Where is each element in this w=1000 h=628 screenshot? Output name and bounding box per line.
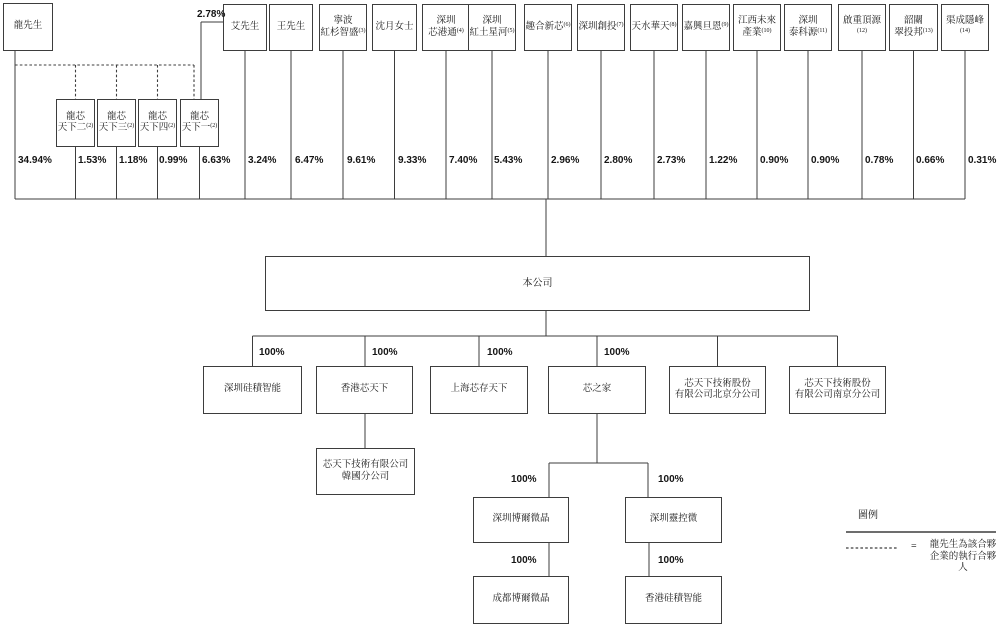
branch-box-korea (316, 448, 415, 495)
branch-name: 有限公司北京分公司 (674, 390, 761, 400)
stake-pct-label: 0.78% (865, 155, 894, 166)
shareholder-name: 王先生 (276, 21, 306, 32)
footnote-ref: (12) (857, 27, 867, 34)
full-ownership-label: 100% (604, 347, 630, 358)
full-ownership-label: 100% (511, 474, 537, 485)
footnote-ref: (8) (669, 21, 677, 28)
shareholder-box-mr-long (3, 3, 53, 51)
branch-name: 芯天下技術有限公司 (322, 460, 409, 470)
subsidiary-name: 芯之家 (582, 384, 612, 395)
shareholder-box-tianshui-huatian (630, 4, 678, 51)
stake-pct-label: 0.90% (760, 155, 789, 166)
subsidiary-box-chengdu-boer (473, 576, 569, 624)
partnership-name: 天下二$^{(2)}$ (57, 123, 94, 133)
footnote-ref: (11) (817, 27, 828, 34)
subsidiary-name: 香港芯天下 (340, 384, 389, 395)
shareholder-name: 深圳 (798, 16, 818, 26)
shareholder-box-jiaxing-danen (682, 4, 730, 51)
shareholder-box-shenzhen-chuangtou (577, 4, 625, 51)
footnote-ref: (2) (86, 123, 94, 129)
shareholder-box-jiangxi-weilai-chanye (733, 4, 781, 51)
footnote-ref: (13) (922, 27, 933, 34)
shareholder-box-ningbo-hongshan (319, 4, 367, 51)
company-box (265, 256, 810, 311)
subsidiary-name: 上海芯存天下 (450, 384, 508, 395)
stake-pct-label: 1.22% (709, 155, 738, 166)
shareholder-name: 趣合新芯$^{(6)}$ (525, 21, 571, 32)
shareholder-name: 產業$^{(10)}$ (742, 27, 772, 38)
shareholder-box-qizhong-dingyuan (838, 4, 886, 51)
branch-name: 韓國分公司 (341, 471, 390, 482)
stake-pct-label: 5.43% (494, 155, 523, 166)
stake-pct-label: 3.24% (248, 155, 277, 166)
subsidiary-box-shenzhen-boer (473, 497, 569, 543)
legend-meaning (929, 540, 997, 575)
footnote-ref: (6) (563, 21, 571, 28)
footnote-ref: (10) (761, 27, 772, 34)
subsidiary-box-xinzhijia (548, 366, 646, 414)
branch-name: 有限公司南京分公司 (794, 390, 881, 400)
partnership-box-longxin-tianxia-2 (56, 99, 95, 147)
legend-equals-sign: = (911, 541, 917, 552)
stake-pct-label: 7.40% (449, 155, 478, 166)
stake-pct-label: 2.80% (604, 155, 633, 166)
full-ownership-label: 100% (372, 347, 398, 358)
branch-box-beijing (669, 366, 766, 414)
stake-pct-label: 0.31% (968, 155, 997, 166)
shareholder-name: 翠投邦$^{(13)}$ (894, 27, 933, 38)
shareholder-box-shenzhen-taikeyuan (784, 4, 832, 51)
footnote-ref: (4) (456, 27, 464, 34)
shareholder-name: 沈月女士 (375, 21, 414, 32)
legend-meaning-line: 企業的執行合夥人 (929, 551, 997, 573)
stake-pct-label: 1.53% (78, 155, 107, 166)
stake-pct-label: 9.33% (398, 155, 427, 166)
stake-pct-label: 6.47% (295, 155, 324, 166)
subsidiary-name: 深圳硅積智能 (223, 384, 281, 395)
full-ownership-label: 100% (658, 474, 684, 485)
shareholder-box-mr-wang (269, 4, 313, 51)
shareholder-name: 泰科源$^{(11)}$ (788, 27, 828, 38)
partnership-box-longxin-tianxia-3 (97, 99, 136, 147)
footnote-ref: (5) (507, 27, 515, 34)
footnote-ref: (3) (358, 27, 366, 34)
stake-pct-label: 0.99% (159, 155, 188, 166)
stake-pct-label: 2.73% (657, 155, 686, 166)
shareholder-name: 芯港通$^{(4)}$ (428, 27, 464, 38)
shareholder-box-qucheng-yinfeng (941, 4, 989, 51)
stake-pct-label: 34.94% (18, 155, 52, 166)
shareholder-name: 江西未來 (737, 16, 776, 26)
dashed-partnership-connectors (15, 65, 194, 99)
shareholder-name: 啟重頂源$^{(12)}$ (842, 16, 881, 34)
full-ownership-label: 100% (658, 555, 684, 566)
subsidiary-name: 深圳博爾微晶 (492, 514, 550, 525)
branch-name: 芯天下技術股份 (684, 378, 751, 389)
shareholder-box-shenzhen-xingangtong (422, 4, 470, 51)
shareholder-name: 艾先生 (230, 21, 260, 32)
partnership-box-longxin-tianxia-4 (138, 99, 177, 147)
full-ownership-label: 100% (487, 347, 513, 358)
stake-pct-label: 9.61% (347, 155, 376, 166)
shareholder-name: 寧波 (333, 16, 353, 26)
shareholder-name: 紅土星河$^{(5)}$ (469, 27, 515, 38)
shareholder-name: 嘉興旦恩$^{(9)}$ (683, 21, 729, 32)
stake-pct-label: 2.96% (551, 155, 580, 166)
partnership-box-longxin-tianxia-1 (180, 99, 219, 147)
subsidiary-box-shenzhen-lingkong (625, 497, 722, 543)
subsidiary-box-hongkong-xtx (316, 366, 413, 414)
partnership-name: 天下四$^{(2)}$ (139, 123, 176, 133)
subsidiary-box-hongkong-guiji (625, 576, 722, 624)
partnership-name: 天下一$^{(2)}$ (181, 123, 218, 133)
full-ownership-label: 100% (511, 555, 537, 566)
shareholder-name: 韶關 (903, 16, 923, 26)
company-name: 本公司 (522, 277, 553, 289)
shareholder-name: 天水華天$^{(8)}$ (631, 21, 677, 32)
stake-pct-label: 1.18% (119, 155, 148, 166)
shareholder-name: 深圳 (482, 16, 502, 26)
partnership-name: 龍芯 (147, 111, 167, 122)
branch-name: 芯天下技術股份 (804, 378, 871, 389)
shareholder-name: 紅杉智盛$^{(3)}$ (320, 27, 366, 38)
shareholder-box-shenzhen-hongtu-xinghe (468, 4, 516, 51)
subsidiary-name: 香港硅積智能 (644, 594, 702, 605)
partnership-name: 龍芯 (189, 111, 209, 122)
shareholder-name: 深圳 (436, 16, 456, 26)
footnote-ref: (2) (210, 123, 218, 129)
partnership-name: 龍芯 (106, 111, 126, 122)
stake-pct-label-ai-in-partnership: 2.78% (197, 9, 226, 20)
shareholder-box-quhe-xinxin (524, 4, 572, 51)
subsidiary-box-shenzhen-guiji (203, 366, 302, 414)
partnership-name: 天下三$^{(2)}$ (98, 123, 135, 133)
stake-pct-label: 6.63% (202, 155, 231, 166)
footnote-ref: (2) (127, 123, 135, 129)
shareholder-name: 龍先生 (13, 21, 43, 32)
subsidiary-name: 深圳靈控微 (649, 514, 698, 525)
full-ownership-label: 100% (259, 347, 285, 358)
legend-meaning-line: 龍先生為該合夥 (929, 540, 997, 550)
shareholder-box-ms-shenyue (372, 4, 417, 51)
legend-title: 圖例 (858, 510, 878, 521)
stake-pct-label: 0.66% (916, 155, 945, 166)
stake-pct-label: 0.90% (811, 155, 840, 166)
footnote-ref: (2) (168, 123, 176, 129)
shareholder-box-shaoguan-cuitoubang (889, 4, 938, 51)
subsidiary-box-shanghai-xincun (430, 366, 528, 414)
shareholder-name: 深圳創投$^{(7)}$ (578, 21, 624, 32)
subsidiary-name: 成都博爾微晶 (492, 594, 550, 605)
footnote-ref: (7) (616, 21, 624, 28)
footnote-ref: (9) (721, 21, 729, 28)
shareholder-box-mr-ai (223, 4, 267, 51)
shareholder-name: 渠成隱峰$^{(14)}$ (945, 16, 984, 34)
partnership-name: 龍芯 (65, 111, 85, 122)
branch-box-nanjing (789, 366, 886, 414)
footnote-ref: (14) (960, 27, 970, 34)
